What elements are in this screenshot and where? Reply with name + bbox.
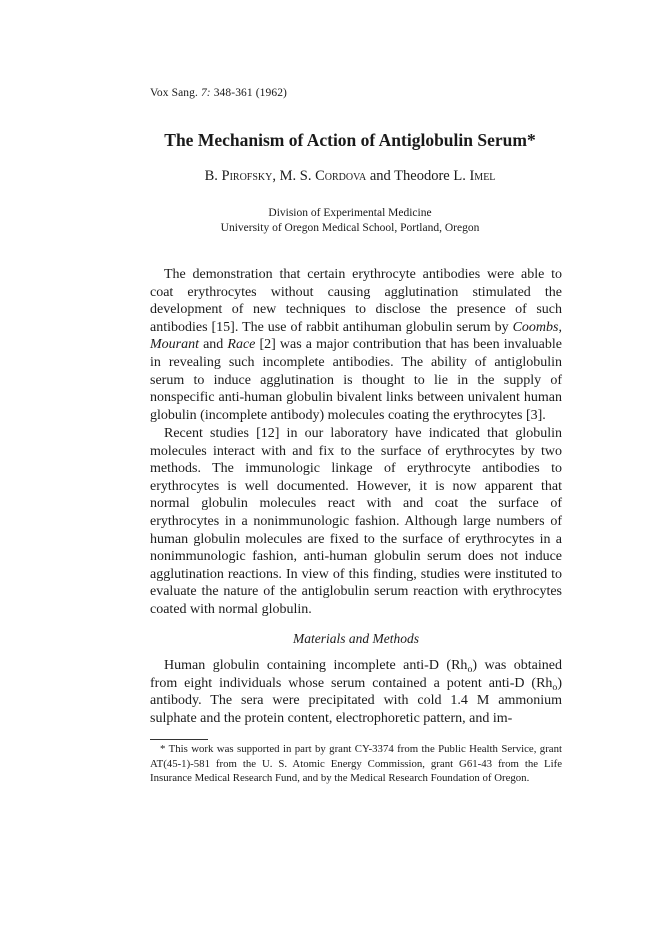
section-heading-methods: Materials and Methods: [293, 631, 419, 646]
intro-sep-1: ,: [558, 319, 562, 335]
methods-text-3: ) antibody. The sera were precipitated with cold 1.4 M ammonium sulphate and the protein content, electrophoretic pattern, and im-: [150, 675, 562, 726]
affiliation-division: Division of Experimental Medicine: [268, 207, 432, 219]
cite-coombs: Coombs: [512, 319, 559, 335]
author-line: [0, 168, 658, 185]
methods-paragraph: [150, 657, 562, 727]
methods-text-1: Human globulin containing incomplete anti-D (Rh: [164, 658, 468, 673]
cite-mourant: Mourant: [150, 337, 199, 353]
author-3-surname: Imel: [469, 168, 496, 184]
methods-text-2: ) was obtained from eight individuals whose serum contained a potent anti-D (Rh: [150, 658, 562, 691]
intro-paragraph: [150, 266, 562, 424]
intro-text-1: The demonstration that certain erythrocyte antibodies were able to coat erythrocytes without causing agglutination stimulated the development of new techniques to disclose the presence of such antibodies [15]. The use of rabbit antihuman globulin serum by: [150, 267, 562, 335]
journal-name: Vox Sang.: [150, 87, 201, 99]
article-title: The Mechanism of Action of Antiglobulin Serum*: [164, 130, 536, 150]
subscript-o-2: o: [552, 681, 558, 693]
author-2-surname: Cordova: [315, 168, 367, 184]
subscript-o-1: o: [467, 663, 473, 675]
intro-text-2: [2] was a major contribution that has been invaluable in revealing such incomplete antibodies. The ability of antiglobulin serum to induce agglutination is thought to lie in the supply of nonspecific anti-human globulin bivalent links between univalent human globulin (incomplete antibody) molecules coating the erythrocytes [3].: [150, 337, 563, 423]
intro-sep-2: and: [199, 337, 228, 353]
journal-volume: 7:: [200, 87, 211, 99]
affiliation-institution: University of Oregon Medical School, Portland, Oregon: [220, 222, 480, 234]
journal-pages-year: 348-361 (1962): [210, 87, 287, 99]
footnote: * This work was supported in part by grant CY-3374 from the Public Health Service, grant AT(45-1)-581 from the U. S. Atomic Energy Commission, grant G61-43 from the Life Insurance Medical Research Fund, and by the Medical Research Foundation of Oregon.: [150, 743, 562, 785]
cite-race: Race: [227, 337, 256, 353]
author-separator-1: , M. S.: [272, 168, 316, 184]
author-1-initial: B.: [204, 168, 222, 184]
footnote-rule: [150, 739, 208, 740]
second-paragraph: Recent studies [12] in our laboratory have indicated that globulin molecules interact with and fix to the surface of erythrocytes by two methods. The immunologic linkage of erythrocyte antibodies to erythrocytes is well documented. However, it is now apparent that normal globulin molecules react with and coat the surface of erythrocytes in a nonimmunologic fashion. Although large numbers of human globulin molecules are fixed to the surface of erythrocytes in a nonimmunologic fashion, anti-human globulin serum does not induce agglutination reactions. In view of this finding, studies were instituted to evaluate the nature of the antiglobulin serum reaction with erythrocytes coated with normal globulin.: [150, 426, 562, 617]
author-separator-2: and Theodore L.: [366, 168, 470, 184]
journal-citation: [150, 87, 287, 99]
author-1-surname: Pirofsky: [221, 168, 273, 184]
